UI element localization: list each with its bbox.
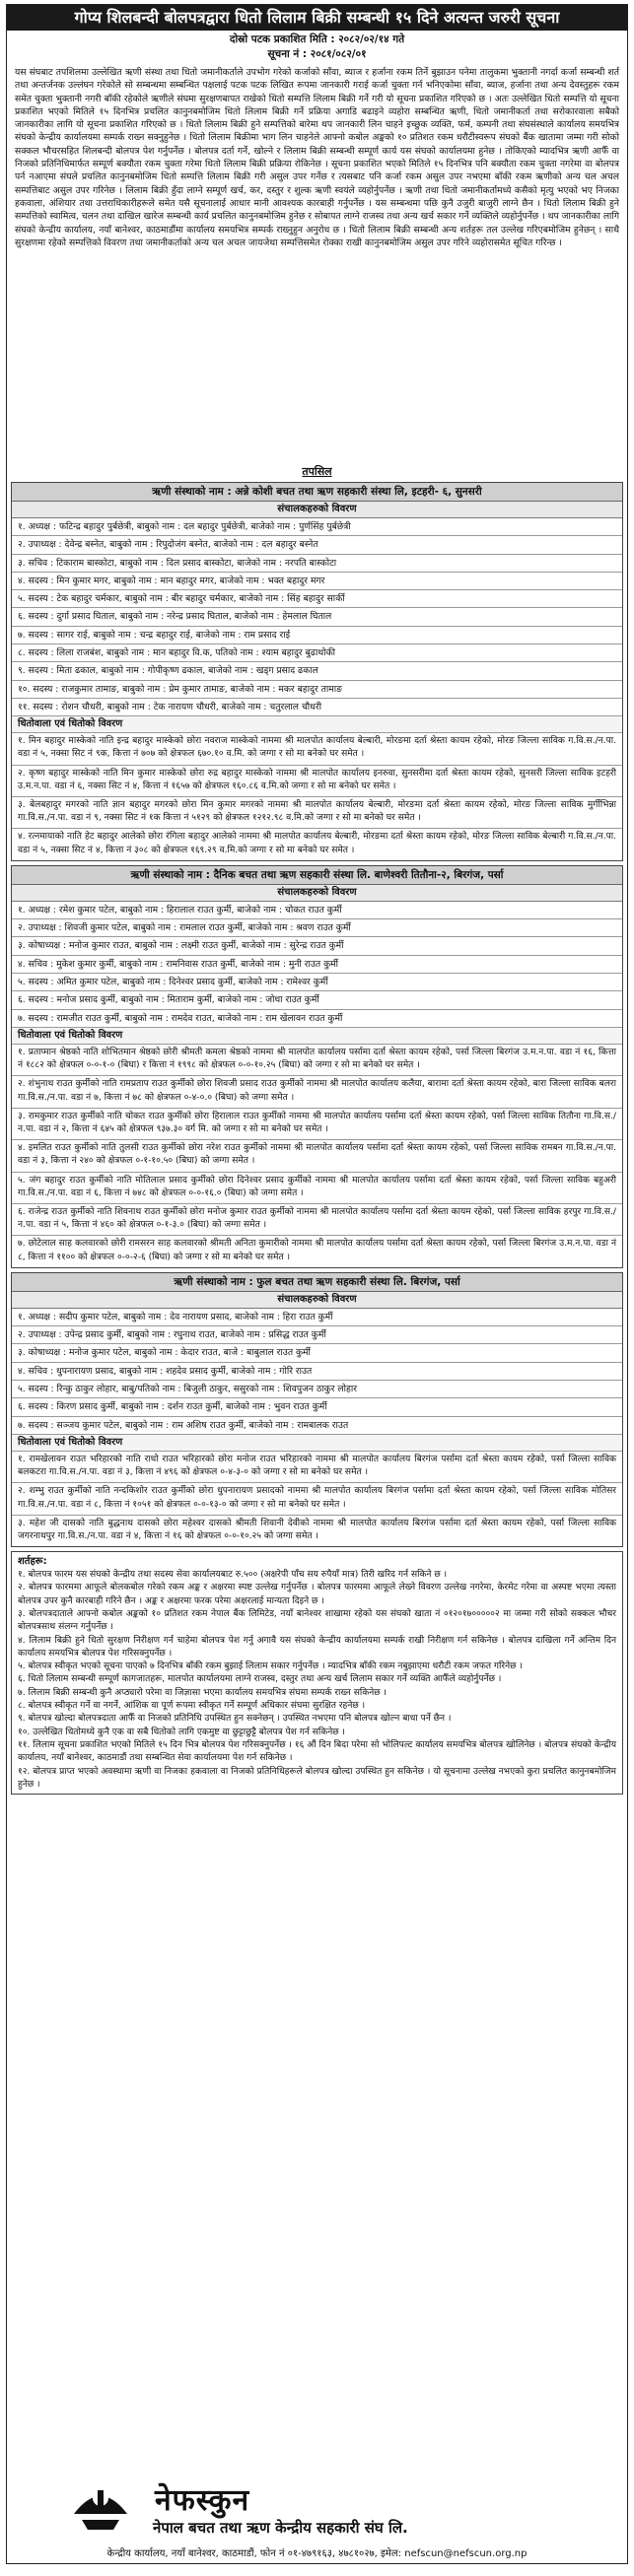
member-row: ५. सदस्य : रिन्कु ठाकुर लोहार, बाबु/पतिको नाम : बिजुली ठाकुर, ससुरको नाम : शिवपुजन ठाकुर लोहार: [12, 1381, 622, 1398]
member-row: १. अध्यक्ष : रमेश कुमार पटेल, बाबुको नाम : हिरालाल राउत कुर्मी, बाजेको नाम : चोकत राउत कुर्मी: [12, 902, 622, 919]
term-item: ७. लिलाम बिक्री सम्बन्धी कुनै अप्ठ्यारो परेमा वा जिज्ञासा भएमा कार्यालय समयभित्र संघमा सम्पर्क राख्न सकिनेछ ।: [18, 1687, 387, 1698]
property-title: धितोवाला एवं धितोको विवरण: [12, 1028, 622, 1045]
borrower-section-1: [11, 482, 623, 861]
property-item: ३. रामकुमार राउत कुर्मीको नाति चोकत राउत कुर्मीको छोरा हिरालाल राउत कुर्मीको नाममा श्री मालपोत कार्यालय पर्सामा दर्ता श्रेस्ता कायम रहेको, पर्सा जिल्ला साविक तितौना गा.वि.स./न.पा. वडा नं २, कित्ता नं ६४५ को क्षेत्रफल ९३७.३० वर्ग मि. को जग्गा र सो मा बनेको घर समेत ।: [12, 1109, 622, 1140]
member-row: १. अध्यक्ष : सदीप कुमार पटेल, बाबुको नाम : देव नारायण प्रसाद, बाजेको नाम : हिरा राउत कुर्मी: [12, 1309, 622, 1326]
borrower-section-2: [11, 865, 623, 1268]
members-title: संचालकहरुको विवरण: [12, 502, 622, 518]
borrower-heading: ऋणी संस्थाको नाम : फुल बचत तथा ऋण सहकारी संस्था लि. बिरगंज, पर्सा: [12, 1273, 622, 1292]
term-item: २. बोलपत्र फारममा आफूले बोलकबोल गरेको रकम अङ्क र अक्षरमा स्पष्ट उल्लेख गर्नुपर्नेछ । बोलपत्र फारममा आफूले लेख्ने विवरण उल्लेख नगरेमा, केरमेट गरेमा वा अस्पष्ट भएमा त्यस्ता बोलपत्र उपर कुनै कारबाही गरिने छैन । अङ्क र अक्षरमा फरक परेमा अक्षरलाई मान्यता दिइने छ ।: [18, 1583, 616, 1606]
term-item: ४. लिलाम बिक्री हुने धितो सुरक्षण निरीक्षण गर्न चाहेमा बोलपत्र पेश गर्नु अगावै यस संघको केन्द्रीय कार्यालयमा सम्पर्क राखी निरीक्षण गर्न सकिनेछ । बोलपत्र दाखिला गर्ने अन्तिम दिन कार्यालय समयभित्र बोलपत्र पेश गरिसक्नुपर्नेछ ।: [18, 1635, 616, 1659]
publish-date: दोस्रो पटक प्रकाशित मिति : २०८२/०२/१४ गते: [229, 34, 405, 45]
member-row: २. उपाध्यक्ष : उपेन्द्र प्रसाद कुर्मी, बाबुको नाम : रघुनाथ राउत, बाजेको नाम : प्रसिद्ध राउत कुर्मी: [12, 1326, 622, 1344]
property-item: १. रामखेलावन राउत भरिहारको नाति राधो राउत भरिहारको छोरा मनोज राउत भरिहारको नाममा श्री मालपोत कार्यालय बिरगंज पर्सामा दर्ता श्रेस्ता कायम रहेको, पर्सा जिल्ला साविक बलकटरा गा.वि.स./न.पा. वडा नं ३, कित्ता नं ४९६ को क्षेत्रफल ०-४-३-० को जग्गा र सो मा बनेको घर समेत ।: [12, 1452, 622, 1483]
property-item: ४. इमलित राउत कुर्मीको नाति तुलसी राउत कुर्मीको छोरा नरेश राउत कुर्मीको नाममा श्री मालपोत कार्यालय पर्सामा दर्ता श्रेस्ता कायम रहेको, पर्सा जिल्ला साविक रामबन गा.वि.स./न.पा. वडा नं ३, कित्ता नं २४० को क्षेत्रफल ०-१-१०.५० (बिघा) को जग्गा समेत ।: [12, 1140, 622, 1172]
property-item: ३. बेलबहादुर मगरको नाति ज्ञान बहादुर मगरको छोरा मिन कुमार मगरको नाममा श्री मालपोत कार्यालय बेल्बारी, मोरङमा दर्ता श्रेस्ता कायम रहेको, मोरङ जिल्ला साविक मुर्गीभिन्ना गा.वि.स./न.पा. वडा नं ९, नक्सा सिट नं १क कित्ता नं ५१२९ को क्षेत्रफल १२१२.९८ व.मि.को जग्गा र सो मा बनेको घर समेत ।: [12, 797, 622, 829]
term-item: ६. धितो लिलाम सम्बन्धी सम्पूर्ण कागजातहरू, मालपोत कार्यालयमा लाग्ने राजस्व, दस्तुर तथा अन्य खर्च लिलाम सकार गर्ने व्यक्ति आफैँले व्यहोर्नुपर्नेछ ।: [18, 1674, 502, 1685]
term-item: ८. बोलपत्र स्वीकृत गर्ने वा नगर्ने, आंशिक वा पूर्ण रूपमा स्वीकृत गर्ने सम्पूर्ण अधिकार संघमा सुरक्षित रहनेछ ।: [18, 1701, 366, 1712]
term-item: १०. उल्लेखित धितोमध्ये कुनै एक वा सबै धितोको लागि एकमुष्ट वा छुट्टाछुट्टै बोलपत्र पेश गर्न सकिनेछ ।: [18, 1727, 346, 1737]
member-row: ७. सदस्य : सागर राई, बाबुको नाम : चन्द्र बहादुर राई, बाजेको नाम : राम प्रसाद राई: [12, 627, 622, 644]
footer-organization-name: नेपाल बचत तथा ऋण केन्द्रीय सहकारी संघ लि.: [153, 2519, 408, 2537]
terms-title: शर्तहरू:: [18, 1556, 47, 1568]
term-item: ११. लिलाम सूचना प्रकाशित भएको मितिले १५ दिन भित्र बोलपत्र पेश गरिसक्नुपर्नेछ । १६ औं दिन बिदा परेमा सो भोलिपल्ट कार्यालय समयभित्र बोलपत्र खोलिनेछ । बोलपत्र संघको केन्द्रीय कार्यालय, नयाँ बानेश्वर, काठमाडौं तथा सम्बन्धित सेवा कार्यालयमा पेश गर्न सकिनेछ ।: [18, 1739, 616, 1764]
footer-brand: नेफस्कुन: [155, 2483, 250, 2518]
property-item: २. शम्भु राउत कुर्मीको नाति नन्दकिशोर राउत कुर्मीको छोरा धुपनारायण प्रसादको नाममा श्री मालपोत कार्यालय बिरगंज पर्सामा दर्ता श्रेस्ता कायम रहेको, पर्सा जिल्ला साविक मोतिसर गा.वि.स./न.पा. वडा नं ८, कित्ता नं १०५१ को क्षेत्रफल ०-०-१३-० को जग्गा र सो मा बनेको घर समेत ।: [12, 1483, 622, 1515]
member-row: ६. सदस्य : किरण प्रसाद कुर्मी, बाबुको नाम : दर्शन राउत कुर्मी, बाजेको नाम : भुवन राउत कुर्मी: [12, 1398, 622, 1416]
borrower-heading: ऋणी संस्थाको नाम : अन्ने कोशी बचत तथा ऋण सहकारी संस्था लि, इटहरी- ६, सुनसरी: [12, 483, 622, 502]
member-row: ५. सदस्य : अमित कुमार पटेल, बाबुको नाम : दिनेश्वर प्रसाद कुर्मी, बाजेको नाम : रामेश्वर कुर्मी: [12, 974, 622, 991]
term-item: ३. बोलपत्रदाताले आफ्नो कबोल अङ्कको १० प्रतिशत रकम नेपाल बैंक लिमिटेड, नयाँ बानेश्वर शाखामा रहेको यस संघको खाता नं ०१२०१७०००००२ मा जम्मा गरी सोको सक्कल भौचर बोलपत्रसाथ संलग्न गर्नुपर्नेछ ।: [18, 1609, 616, 1633]
member-row: २. उपाध्यक्ष : देवेन्द्र बस्नेत, बाबुको नाम : रिपुदोजंग बस्नेत, बाजेको नाम : दल बहादुर बस्नेत: [12, 536, 622, 554]
member-row: ३. कोषाध्यक्ष : मनोज कुमार राउत, बाबुको नाम : लक्ष्मी राउत कुर्मी, बाजेको नाम : सुरेन्द्र राउत कुर्मी: [12, 937, 622, 955]
property-title: धितोवाला एवं धितोको विवरण: [12, 716, 622, 733]
property-item: २. शंभुनाथ राउत कुर्मीको नाति रामप्रताप राउत कुर्मीको छोरा शिवजी प्रसाद राउत कुर्मीको नाममा श्री मालपोत कार्यालय कलैया, बारामा दर्ता श्रेस्ता कायम रहेको, बारा जिल्ला साविक बलरा गा.वि.स./न.पा. वडा नं ७, कित्ता नं ७८ को क्षेत्रफल ०-४-०.० (बिघा) को जग्गा समेत ।: [12, 1076, 622, 1108]
footer-address: केन्द्रीय कार्यालय, नयाँ बानेश्वर, काठमाडौं, फोन नं ०१-४७९१६३, ४७८१०२७, इमेल: nefscun@nefscun.org.np: [106, 2548, 528, 2559]
member-row: ४. सदस्य : मिन कुमार मगर, बाबुको नाम : मान बहादुर मगर, बाजेको नाम : भक्त बहादुर मगर: [12, 573, 622, 590]
member-row: २. उपाध्यक्ष : शिवजी कुमार पटेल, बाबुको नाम : रामलाल राउत कुर्मी, बाजेको नाम : श्रवण राउत कुर्मी: [12, 919, 622, 937]
member-row: ९. सदस्य : मिता ढकाल, बाबुको नाम : गोपीकृष्ण ढकाल, बाजेको नाम : खड्ग प्रसाद ढकाल: [12, 662, 622, 680]
schedule-title: तपसिल: [302, 465, 332, 478]
member-row: ५. सदस्य : टेक बहादुर चर्मकार, बाबुको नाम : बीर बहादुर चर्मकार, बाजेको नाम : सिंह बहादुर सार्की: [12, 590, 622, 608]
property-item: २. कृष्ण बहादुर मास्केको नाति मिन कुमार मास्केको छोरा रुद्र बहादुर मास्केको नाममा श्री मालपोत कार्यालय इनरुवा, सुनसरीमा दर्ता श्रेस्ता कायम रहेको, सुनसरी जिल्ला साविक इटहरी उ.म.न.पा. वडा नं ६, नक्सा सिट नं ४, कित्ता नं १६५७ को क्षेत्रफल १६०.८६ व.मि.को जग्गा र सो मा बनेको घर समेत ।: [12, 766, 622, 797]
term-item: १२. बोलपत्र प्राप्त भएको अवस्थामा ऋणी वा निजका हकवाला वा निजको प्रतिनिधिहरूले बोलपत्र खोल्दा उपस्थित हुन सकिनेछ । यो सूचनामा उल्लेख नभएको कुरा प्रचलित कानुनबमोजिम हुनेछ ।: [18, 1766, 616, 1790]
member-row: ७. सदस्य : सञ्जय कुमार पटेल, बाबुको नाम : राम अशिष राउत कुर्मी, बाजेको नाम : रामबालक राउत: [12, 1417, 622, 1435]
term-item: १. बोलपत्र फारम यस संघको केन्द्रीय तथा सदस्य सेवा कार्यालयबाट रु.५०० (अक्षरेपी पाँच सय रुपैयाँ मात्र) तिरी खरिद गर्न सकिने छ ।: [18, 1570, 448, 1581]
member-row: ४. सचिव : मुकेश कुमार कुर्मी, बाबुको नाम : रामनिवास राउत कुर्मी, बाजेको नाम : मुनी राउत कुर्मी: [12, 956, 622, 974]
term-item: ९. बोलपत्र खोल्दा बोलपत्रदाता आफैँ वा निजको प्रतिनिधि उपस्थित हुन सक्नेछन् । उपस्थित नभएमा पनि बोलपत्र खोल्न बाधा पर्ने छैन ।: [18, 1714, 452, 1725]
property-item: ४. रत्नमायाको नाति हेट बहादुर आलेको छोरा रंगिला बहादुर आलेको नाममा श्री मालपोत कार्यालय बेल्बारी, मोरङमा दर्ता श्रेस्ता कायम रहेको, मोरङ जिल्ला साविक बेल्बारी ग.वि.स./न.पा. वडा नं ५, नक्सा सिट नं ४, कित्ता नं ३०८ को क्षेत्रफल १६९.२९ व.मि.को जग्गा र सो मा बनेको घर समेत ।: [18, 832, 616, 855]
notice-page: [6, 4, 628, 2564]
property-item: १. मिन बहादुर मास्केको नाति इन्द्र बहादुर मास्केको छोरा नवराज मास्केको नाममा श्री मालपोत कार्यालय बेल्बारी, मोरङमा दर्ता श्रेस्ता कायम रहेको, मोरङ जिल्ला साविक ग.वि.स./न.पा. वडा नं ५, नक्सा सिट नं ९क, कित्ता नं ७०७ को क्षेत्रफल ६७०.१० व.मि. को जग्गा र सो मा बनेको घर समेत ।: [12, 733, 622, 765]
borrower-heading: ऋणी संस्थाको नाम : दैनिक बचत तथा ऋण सहकारी संस्था लि. बाणेश्वरी तितौना-२, बिरगंज, पर्सा: [12, 866, 622, 885]
property-item: ७. छोटेलाल साह कलवारको छोरी रामसरन साह कलवारको श्रीमती अनिता कुमारीको नाममा श्री मालपोत कार्यालय पर्सामा दर्ता श्रेस्ता कायम रहेको, पर्सा जिल्ला बिरगंज उ.म.न.पा. वडा नं ८, कित्ता नं ११०० को क्षेत्रफल ०-०-२-६ (बिघा) को जग्गा र सो मा बनेको घर समेत ।: [18, 1239, 616, 1262]
property-title: धितोवाला एवं धितोको विवरण: [12, 1435, 622, 1452]
member-row: ३. कोषाध्यक्ष : मनोज कुमार पटेल, बाबुको नाम : केदार राउत, बाजे : बाबुलाल राउत कुर्मी: [12, 1344, 622, 1362]
members-title: संचालकहरुको विवरण: [12, 1292, 622, 1309]
property-item: ३. महेश जी दासको नाति बुद्धनाथ दासको छोरा महेश्वर दासको श्रीमती शिवानी देवीको नाममा श्री मालपोत कार्यालय बिरगंज पर्सामा दर्ता श्रेस्ता कायम रहेको, पर्सा जिल्ला साविक जगरनाथपुर गा.वि.स./न.पा. वडा नं ४, कित्ता नं १६ को क्षेत्रफल ०-०-१०.२५ को जग्गा समेत ।: [18, 1518, 616, 1541]
member-row: ४. सचिव : धुपनारायण प्रसाद, बाबुको नाम : शहदेव प्रसाद कुर्मी, बाजेको नाम : गोरि राउत: [12, 1363, 622, 1381]
notice-title: गोप्य शिलबन्दी बोलपत्रद्वारा धितो लिलाम बिक्री सम्बन्धी १५ दिने अत्यन्त जरुरी सूचना: [7, 5, 627, 31]
notice-number: सूचना नं : २०८१/०८२/०१: [267, 48, 367, 60]
property-item: ५. जंग बहादुर राउत कुर्मीको नाति मोतिलाल प्रसाद कुर्मीको छोरा दिनेश्वर प्रसाद कुर्मीको नाममा श्री मालपोत कार्यालय पर्सामा दर्ता श्रेस्ता कायम रहेको, पर्सा जिल्ला साविक बहुअरी गा.वि.स./न.पा. वडा नं ६, कित्ता नं ७४८ को क्षेत्रफल ०-०-१६.० (बिघा) को जग्गा समेत ।: [12, 1173, 622, 1204]
member-row: ६. सदस्य : मनोज प्रसाद कुर्मी, बाबुको नाम : मिताराम कुर्मी, बाजेको नाम : जोधा राउत कुर्मी: [12, 991, 622, 1009]
nefscun-logo-icon: [68, 2476, 133, 2534]
member-row: ११. सदस्य : रोशन चौधरी, बाबुको नाम : टेक नारायण चौधरी, बाजेको नाम : चतुरलाल चौधरी: [12, 699, 622, 716]
borrower-section-3: [11, 1272, 623, 1547]
term-item: ५. बोलपत्र स्वीकृत भएको सूचना पाएको ७ दिनभित्र बाँकी रकम बुझाई लिलाम सकार गर्नुपर्नेछ । म्यादभित्र बाँकी रकम नबुझाएमा धरौटी रकम जफत गरिनेछ ।: [18, 1661, 523, 1672]
terms-section: [11, 1551, 623, 1795]
member-row: ८. सदस्य : लिला राजबंश, बाबुको नाम : मान बहादुर वि.क, पतिको नाम : श्याम बहादुर बुढाथोकी: [12, 644, 622, 662]
member-row: ६. सदस्य : दुर्गा प्रसाद घिताल, बाबुको नाम : नरेन्द्र प्रसाद घिताल, बाजेको नाम : हेमलाल घिताल: [12, 608, 622, 626]
member-row: ३. सचिव : टिकाराम बास्कोटा, बाबुको नाम : दिल प्रसाद बास्कोटा, बाजेको नाम : नरपति बास्कोटा: [12, 555, 622, 573]
footer: [7, 2473, 627, 2563]
members-title: संचालकहरुको विवरण: [12, 885, 622, 902]
member-row: ७. सदस्य : रामजीत राउत कुर्मी, बाबुको नाम : रामदेव राउत, बाजेको नाम : राम खेलावन राउत कुर्मी: [12, 1010, 622, 1028]
intro-paragraph: यस संघबाट तपशिलमा उल्लेखित ऋणी संस्था तथा धितो जमानीकर्ताले उपभोग गरेको कर्जाको साँवा, ब्याज र हर्जाना रकम तिर्ने बुझाउन पनेमा तालुकमा भुक्तानी नगर्दा कर्जा सम्बन्धी शर्त तथा अन्तर्जनक उल्लंघन गरेकोले सो सम्बन्धमा सम्बन्धित पक्षलाई पटक पटक लिखित रूपमा जानकारी गराई कर्जा चुक्ता गर्न भनिएकोमा साँवा, ब्याज, हर्जाना तथा अन्य देवस्तुहरू रकम समेत चुक्ता भुक्तानी नगरी बाँकी रहेकोले ऋणीले संघमा सुरक्षणबापत राखेको धितो सम्पत्ति लिलाम बिक्री गर्ने गरी यो सूचना प्रकाशित गरिएको छ । अतः उल्लेखित धितो सम्पत्ति यो सूचना प्रकाशित भएको मितिले १५ दिनभित्र प्रचलित कानुनबमोजिम धितो लिलाम बिक्री गर्ने प्रक्रिया अगाडि बढाइने व्यहोरा सम्बन्धित ऋणी, धितो जमानीकर्ता तथा सरोकारवाला सबैको जानकारीका लागि यो सूचना प्रकाशित गरिएको छ । धितो लिलाम बिक्री हुने सम्पत्तिको बारेमा थप जानकारी लिन चाहने इच्छुक व्यक्ति, फर्म, कम्पनी तथा संघसंस्थाले कार्यालय समयभित्र संघको केन्द्रीय कार्यालयमा सम्पर्क राख्न सक्नुहुनेछ । धितो लिलाम बिक्रीमा भाग लिन चाहनेले आफ्नो कबोल अङ्कको १० प्रतिशत रकम धरौटीस्वरूप संघको बैंक खातामा जम्मा गरी सोको सक्कल भौचरसहित शिलबन्दी बोलपत्र पेश गर्नुपर्नेछ । बोलपत्र दर्ता गर्ने, खोल्ने र लिलाम बिक्री सम्बन्धी सम्पूर्ण कार्य यस संघको कार्यालयमा हुनेछ । तोकिएको म्यादभित्र ऋणी आफैँ वा निजको प्रतिनिधिमार्फत सम्पूर्ण बक्यौता रकम चुक्ता गरेमा धितो लिलाम बिक्री प्रक्रिया रोकिनेछ । सूचना प्रकाशित भएको मितिले १५ दिनभित्र पनि बक्यौता रकम चुक्ता नगरेमा वा बोलपत्र पर्न नआएमा संघले प्रचलित कानुनबमोजिम धितो सम्पत्ति लिलाम बिक्री गरी असुल उपर गर्नेछ र त्यसबाट पनि कर्जा रकम असुल उपर नभएमा बाँकी रकम ऋणीको अन्य चल अचल सम्पत्तिबाट असुल उपर गरिनेछ । लिलाम बिक्री हुँदा लाग्ने सम्पूर्ण खर्च, कर, दस्तुर र शुल्क ऋणी स्वयंले व्यहोर्नुपर्नेछ । ऋणी तथा धितो जमानीकर्तामध्ये कसैको मृत्यु भएको भए निजका हकवाला, अंशियार तथा उत्तराधिकारीहरूले समेत यसै सूचनालाई आधार मानी आवश्यक कारबाही गर्नुपर्नेछ । यस सम्बन्धमा पछि कुनै उजुरी बाजुरी लाग्ने छैन । धितो लिलाम बिक्री हुने सम्पत्तिको स्वामित्व, चलन तथा दाखिल खारेज सम्बन्धी कार्य प्रचलित कानुनबमोजिम हुनेछ र सोबापत लाग्ने राजस्व तथा अन्य खर्च सकार गर्ने व्यक्तिले व्यहोर्नुपर्नेछ । थप जानकारीका लागि संघको केन्द्रीय कार्यालय, नयाँ बानेश्वर, काठमाडौंमा कार्यालय समयभित्र सम्पर्क राख्नुहुन अनुरोध छ । धितो लिलाम बिक्री सम्बन्धी अन्य शर्तहरू तल उल्लेख गरिएबमोजिम हुनेछन् । साथै सुरक्षणमा रहेको सम्पत्तिको विवरण तथा जमानीकर्ताको अन्य चल अचल जायजेथा सम्पत्तिसमेत रोक्का राखी कानुनबमोजिम असुल उपर गरिने व्यहोरासमेत सूचित गरिन्छ ।: [15, 67, 619, 248]
member-row: १०. सदस्य : राजकुमार तामाङ, बाबुको नाम : प्रेम कुमार तामाङ, बाजेको नाम : मकर बहादुर तामाङ: [12, 681, 622, 699]
member-row: १. अध्यक्ष : फटिन्द्र बहादुर पुर्बछेत्री, बाबुको नाम : दल बहादुर पुर्बछेत्री, बाजेको नाम : पुर्णसिंह पुर्बछेत्री: [12, 518, 622, 536]
property-item: १. प्रताप्मान श्रेष्ठको नाति शोभितमान श्रेष्ठको छोरी श्रीमती कमला श्रेष्ठको नाममा श्री मालपोत कार्यालय पर्सामा दर्ता श्रेस्ता कायम रहेको, पर्सा जिल्ला बिरगंज उ.म.न.पा. वडा नं १६, कित्ता नं १८८२ को क्षेत्रफल ०-०-१-० (बिघा) र कित्ता नं १९९८ को क्षेत्रफल ०-०-१०.२५ (बिघा) को जग्गा र सो मा बनेको घर समेत ।: [12, 1045, 622, 1076]
property-item: ६. राजेन्द्र राउत कुर्मीको नाति शिवनाथ राउत कुर्मीको छोरा मनोज कुमार राउत कुर्मीको नाममा श्री मालपोत कार्यालय पर्सामा दर्ता श्रेस्ता कायम रहेको, पर्सा जिल्ला साविक हरपुर गा.वि.स./न.पा. वडा नं ५, कित्ता नं ४६० को क्षेत्रफल ०-१-३.० (बिघा) को जग्गा समेत ।: [12, 1204, 622, 1236]
